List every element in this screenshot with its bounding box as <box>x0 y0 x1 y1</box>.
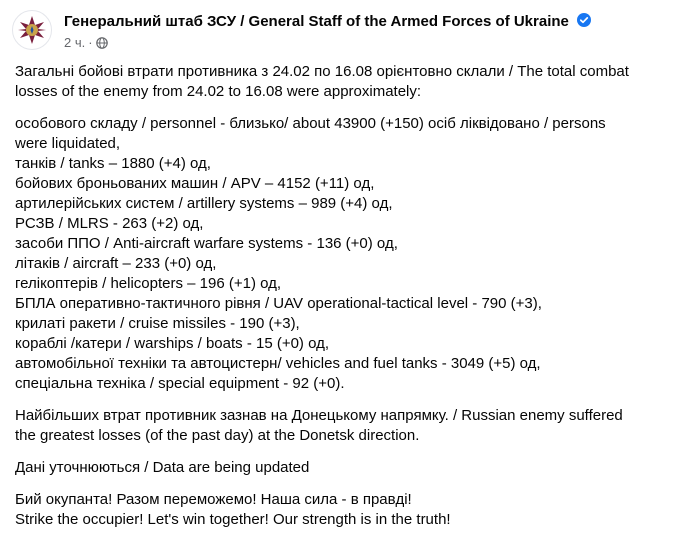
globe-icon[interactable] <box>96 37 108 49</box>
post-text-line: Загальні бойові втрати противника з 24.02 по 16.08 орієнтовно склали / The total combat <box>15 63 629 80</box>
emblem-icon[interactable] <box>12 10 52 50</box>
page-name[interactable]: Генеральний штаб ЗСУ / General Staff of the Armed Forces of Ukraine <box>64 13 569 30</box>
post-paragraph <box>15 490 660 530</box>
post-text-line: спеціальна техніка / special equipment - 92 (+0). <box>15 375 345 392</box>
post-text-line: автомобільної техніки та автоцистерн/ vehicles and fuel tanks - 3049 (+5) од, <box>15 355 541 372</box>
post-text-line: танків / tanks ‒ 1880 (+4) од, <box>15 155 211 172</box>
page-name-link[interactable] <box>64 13 591 30</box>
post-meta <box>64 35 108 50</box>
post-text-line: losses of the enemy from 24.02 to 16.08 were approximately: <box>15 83 422 100</box>
post-text-line: артилерійських систем / artillery systems – 989 (+4) од, <box>15 195 393 212</box>
post-text-line: РСЗВ / MLRS - 263 (+2) од, <box>15 215 204 232</box>
post-text-line: кораблі /катери / warships / boats - 15 (+0) од, <box>15 335 330 352</box>
post-paragraph <box>15 114 660 394</box>
post-timestamp[interactable]: 2 ч. <box>64 35 86 50</box>
post-text-line: Дані уточнюються / Data are being updated <box>15 459 310 476</box>
post-text-line: Бий окупанта! Разом переможемо! Наша сила - в правді! <box>15 491 412 508</box>
post-paragraph <box>15 406 660 446</box>
post-text-line: літаків / aircraft – 233 (+0) од, <box>15 255 217 272</box>
post-text-line: бойових броньованих машин / APV ‒ 4152 (+11) од, <box>15 175 375 192</box>
post-text-line: гелікоптерів / helicopters – 196 (+1) од, <box>15 275 282 292</box>
post-text-line: особового складу / personnel - близько/ about 43900 (+150) осіб ліквідовано / persons <box>15 115 606 132</box>
post-text-line: БПЛА оперативно-тактичного рівня / UAV operational-tactical level - 790 (+3), <box>15 295 542 312</box>
post-text-line: засоби ППО / Anti-aircraft warfare systems - 136 (+0) од, <box>15 235 398 252</box>
post-text-line: the greatest losses (of the past day) at the Donetsk direction. <box>15 427 420 444</box>
post-paragraph <box>15 62 660 102</box>
verified-badge-icon <box>577 13 591 27</box>
post-text-line: Найбільших втрат противник зазнав на Донецькому напрямку. / Russian enemy suffered <box>15 407 623 424</box>
post-paragraph <box>15 458 660 478</box>
post-text-line: were liquidated, <box>15 135 121 152</box>
post-text-line: крилаті ракети / cruise missiles - 190 (+3), <box>15 315 300 332</box>
meta-separator: · <box>88 35 93 50</box>
post-header <box>12 10 662 54</box>
post-text-line: Strike the occupier! Let's win together! Our strength is in the truth! <box>15 511 451 528</box>
post-text <box>15 62 660 542</box>
